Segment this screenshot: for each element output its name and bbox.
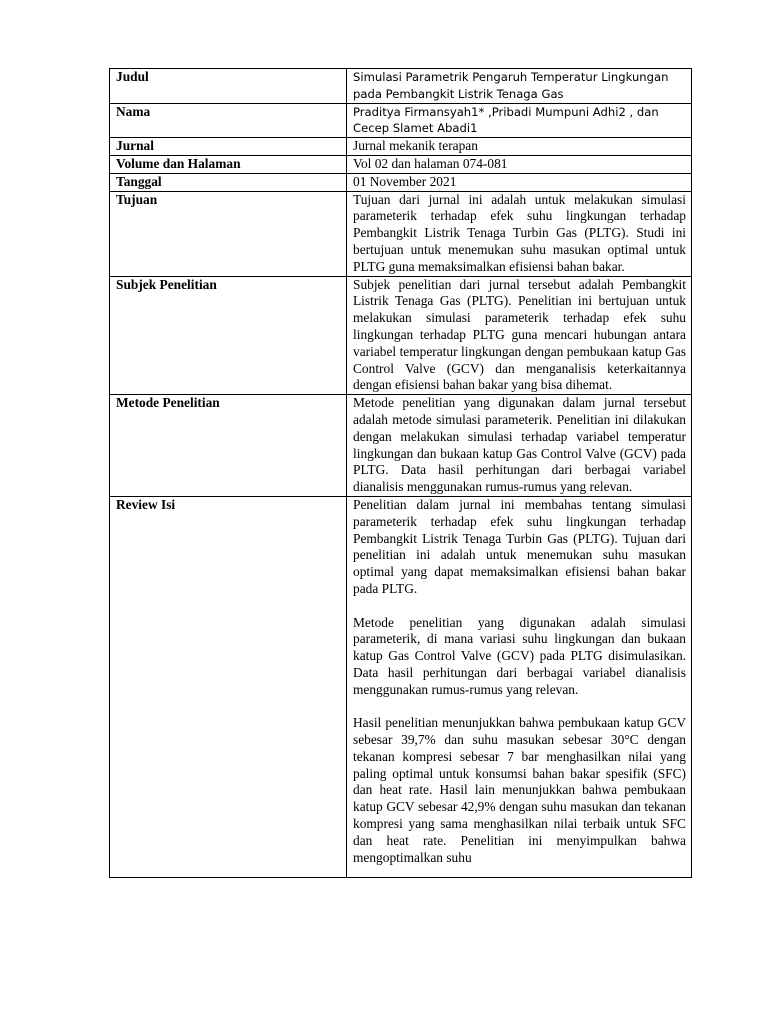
table-row-jurnal: [110, 138, 692, 156]
value-tujuan: Tujuan dari jurnal ini adalah untuk melakukan simulasi parameterik terhadap efek suhu lingkungan terhadap Pembangkit Listrik Tenaga Turbin Gas (PLTG). Studi ini bertujuan untuk menemukan suhu masukan optimal untuk PLTG guna memaksimalkan efisiensi bahan bakar.: [347, 191, 692, 276]
table-row-tanggal: [110, 173, 692, 191]
value-metode: Metode penelitian yang digunakan dalam jurnal tersebut adalah metode simulasi parameterik. Penelitian ini dilakukan dengan melakukan simulasi terhadap variabel temperatur lingkungan dan bukaan katup Gas Control Valve (GCV) pada PLTG. Data hasil perhitungan dari berbagai variabel dianalisis menggunakan rumus-rumus yang relevan.: [347, 395, 692, 497]
table-row-nama: [110, 103, 692, 138]
table-row-judul: [110, 69, 692, 104]
label-subjek: Subjek Penelitian: [110, 276, 347, 395]
label-volume: Volume dan Halaman: [110, 155, 347, 173]
value-review: [347, 496, 692, 877]
value-jurnal: Jurnal mekanik terapan: [347, 138, 692, 156]
label-review: Review Isi: [110, 496, 347, 877]
review-paragraph-3: Hasil penelitian menunjukkan bahwa pembukaan katup GCV sebesar 39,7% dan suhu masukan sebesar 30°C dengan tekanan kompresi sebesar 7 bar menghasilkan nilai yang paling optimal untuk konsumsi bahan bakar spesifik (SFC) dan heat rate. Hasil lain menunjukkan bahwa pembukaan katup GCV sebesar 42,9% dengan suhu masukan dan tekanan kompresi yang sama menghasilkan nilai terbaik untuk SFC dan heat rate. Penelitian ini menyimpulkan bahwa mengoptimalkan suhu: [353, 715, 686, 865]
journal-review-table: [109, 68, 692, 878]
value-tanggal: 01 November 2021: [347, 173, 692, 191]
value-volume: Vol 02 dan halaman 074-081: [347, 155, 692, 173]
table-row-review: [110, 496, 692, 877]
value-nama: Praditya Firmansyah1* ,Pribadi Mumpuni Adhi2 , dan Cecep Slamet Abadi1: [347, 103, 692, 138]
table-row-metode: [110, 395, 692, 497]
label-tanggal: Tanggal: [110, 173, 347, 191]
table-row-subjek: [110, 276, 692, 395]
table-row-volume: [110, 155, 692, 173]
label-tujuan: Tujuan: [110, 191, 347, 276]
value-judul: Simulasi Parametrik Pengaruh Temperatur Lingkungan pada Pembangkit Listrik Tenaga Gas: [347, 69, 692, 104]
value-subjek: Subjek penelitian dari jurnal tersebut adalah Pembangkit Listrik Tenaga Gas (PLTG). Penelitian ini bertujuan untuk melakukan simulasi parameterik terhadap efek suhu lingkungan terhadap PLTG guna mencari hubungan antara variabel temperatur lingkungan dengan pembukaan katup Gas Control Valve (GCV) dan menganalisis keterkaitannya dengan efisiensi bahan bakar yang bisa dihemat.: [347, 276, 692, 395]
review-paragraph-1: Penelitian dalam jurnal ini membahas tentang simulasi parameterik terhadap efek suhu lingkungan terhadap Pembangkit Listrik Tenaga Turbin Gas (PLTG). Tujuan dari penelitian ini adalah untuk menemukan suhu masukan optimal yang dapat memaksimalkan efisiensi bahan bakar pada PLTG.: [353, 496, 686, 596]
table-row-tujuan: [110, 191, 692, 276]
review-paragraph-2: Metode penelitian yang digunakan adalah simulasi parameterik, di mana variasi suhu lingkungan dan bukaan katup Gas Control Valve (GCV) pada PLTG disimulasikan. Data hasil perhitungan dari berbagai variabel dianalisis menggunakan rumus-rumus yang relevan.: [353, 614, 686, 697]
label-judul: Judul: [110, 69, 347, 104]
label-nama: Nama: [110, 103, 347, 138]
label-jurnal: Jurnal: [110, 138, 347, 156]
label-metode: Metode Penelitian: [110, 395, 347, 497]
